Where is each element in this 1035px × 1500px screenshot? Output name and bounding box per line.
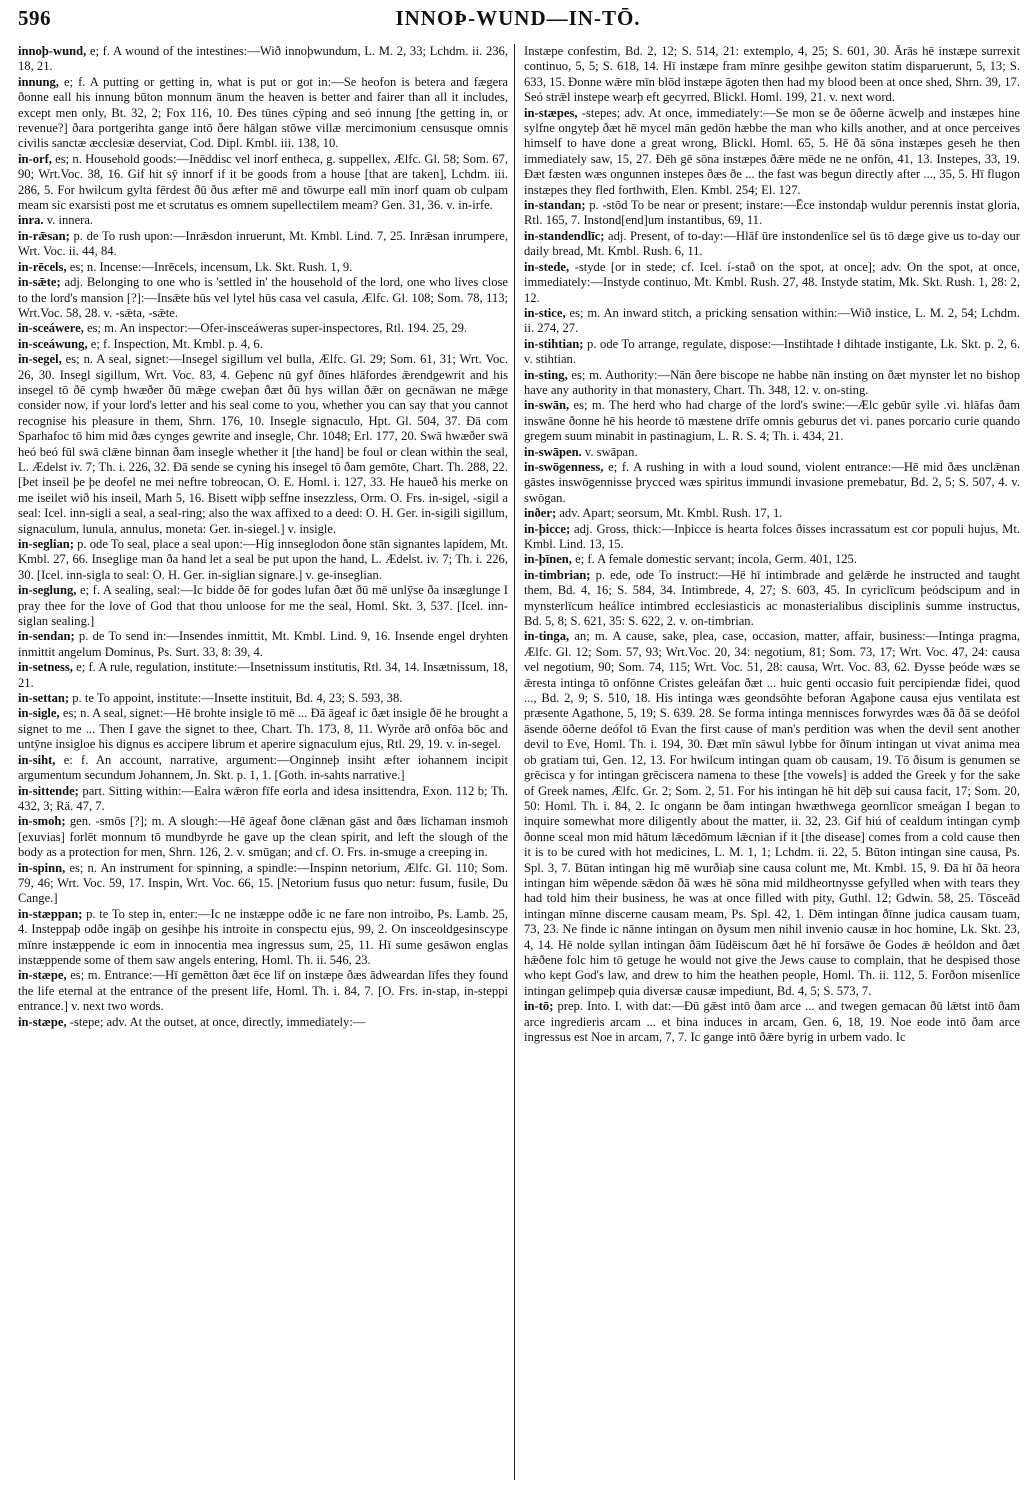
entry-headword: in-setness, bbox=[18, 660, 73, 675]
entry-definition: es; m. An inward stitch, a pricking sensation within:—Wið instice, L. M. 2, 54; Lchdm. ii. 274, 27. bbox=[524, 305, 1020, 336]
entry-definition: e; f. Inspection, Mt. Kmbl. p. 4, 6. bbox=[87, 336, 263, 351]
entry-headword: in-sendan; bbox=[18, 629, 75, 644]
entry-headword: in-smoh; bbox=[18, 814, 66, 829]
dictionary-entry bbox=[18, 352, 508, 537]
dictionary-entry bbox=[524, 445, 1020, 460]
entry-headword: in-segel, bbox=[18, 352, 62, 367]
entry-definition: e; f. A female domestic servant; incola, Germ. 401, 125. bbox=[571, 552, 857, 567]
entry-definition: prep. Into. I. with dat:—Ðū gǣst intō ðam arce ... and twegen gemacan ðū lǣtst intō ðam arce ingredieris arcam ... et bina induces in arcam, Gen. 6, 18, 19. Noe eode intō ðam arce ingressus est Noe in arcam, 7, 7. Ic gange intō ðǣre byrig in urbem vado. Ic bbox=[524, 999, 1020, 1044]
entry-headword: in-sǣte; bbox=[18, 275, 61, 290]
entry-headword: innoþ-wund, bbox=[18, 44, 87, 58]
entry-definition: es; n. An instrument for spinning, a spindle:—Inspinn netorium, Ælfc. Gl. 110; Som. 79, 46; Wrt. Voc. 59, 17. Inspin, Wrt. Voc. 66, 15. [Netorium fusus quo netur: fusum, fusile, Du Cange.] bbox=[18, 860, 508, 906]
entry-definition: p. ode To arrange, regulate, dispose:—Instihtade ɫ dihtade instigante, Lk. Skt. p. 2, 6. v. stihtian. bbox=[524, 336, 1020, 367]
dictionary-entry bbox=[18, 152, 508, 214]
dictionary-entry bbox=[524, 229, 1020, 260]
dictionary-entry bbox=[18, 753, 508, 784]
entry-headword: in-stæpe, bbox=[18, 1014, 67, 1029]
entry-headword: in-tinga, bbox=[524, 629, 570, 644]
dictionary-entry bbox=[18, 814, 508, 860]
entry-definition: es; m. An inspector:—Ofer-insceáweras super-inspectores, Rtl. 194. 25, 29. bbox=[83, 321, 468, 336]
page-number: 596 bbox=[18, 6, 51, 30]
entry-headword: in-stice, bbox=[524, 305, 566, 320]
entry-headword: in-swān, bbox=[524, 398, 570, 413]
entry-headword: in-standan; bbox=[524, 198, 586, 213]
dictionary-entry bbox=[524, 629, 1020, 999]
entry-definition: es; n. Household goods:—Inēddisc vel inorf entheca, g. suppellex, Ælfc. Gl. 58; Som. 67, 90; Wrt.Voc. 38, 16. Gif hit sȳ innorf if it be goods from a house [that are taken], Lchdm. iii. 286, 5. For hwilcum gylta fērdest ðū ðus æfter mē and tōwurpe eall mīn inorf quam ob culpam meam sic exarsisti post me et scrutatus es omnem supellectilem meam? Gen. 31, 36. v. in-irfe. bbox=[18, 151, 508, 213]
entry-definition: es; m. Authority:—Nān ðere biscope ne habbe nān insting on ðæt mynster let no bishop have any authority in that monastery, Chart. Th. 348, 12. v. on-sting. bbox=[524, 367, 1020, 397]
entry-headword: in-stæpes, bbox=[524, 105, 578, 120]
entry-definition: p. de To send in:—Insendes inmittit, Mt. Kmbl. Lind. 9, 16. Insende engel dryhten inmittit angelum Dominus, Ps. Surt. 33, 8: 39, 4. bbox=[18, 629, 508, 659]
entry-definition: e; f. A sealing, seal:—Ic bidde ðē for godes lufan ðæt ðū mē unlȳse ða insæglunge I pray thee for the love of God that thou unloose for me the seal, Homl. Skt. 3, 537. [Icel. inn-siglan sealing.] bbox=[18, 583, 508, 629]
entry-definition: -stepes; adv. At once, immediately:—Se mon se ðe ōðerne ācwelþ and instæpes hine sylfne ongyteþ ðæt hē mycel mān gedōn hæbbe the man who kills another, and at once perceives himself to have done a great wrong, Blickl. Homl. 65, 5. Hē ðā sōna instæpes geseh he then immediately saw, 15, 27. Ðēh gē sōna instæpes ðǣre mēde ne ne onfōn, 41, 13. Instepes, 33, 19. Ðæt fæsten wæs ongunnen instepes ðæs ðe ... the fast was begun directly after ..., 35, 5. Hī flugon instæpes they fled forthwith, Elen. Kmbl. 254; El. 127. bbox=[524, 105, 1020, 197]
entry-headword: in-tō; bbox=[524, 999, 554, 1014]
dictionary-entry bbox=[18, 1015, 508, 1030]
entry-definition: adv. Apart; seorsum, Mt. Kmbl. Rush. 17, 1. bbox=[556, 506, 783, 521]
entry-definition: Instæpe confestim, Bd. 2, 12; S. 514, 21: extemplo, 4, 25; S. 601, 30. Ārās hē instæpe surrexit continuo, 5, 5; S. 618, 14. Hī instæpe fram mīnre gesihþe gewiton statim disparuerunt, 5, 13; S. 633, 15. Ðonne wǣre mīn blōd instæpe āgoten then had my blood been at once shed, Shrn. 39, 17. Seó strǣl instepe wearþ eft gecyrred, Blickl. Homl. 199, 21. v. next word. bbox=[524, 44, 1020, 105]
entry-headword: in-spinn, bbox=[18, 860, 66, 875]
entry-headword: in-stæppan; bbox=[18, 906, 83, 921]
entry-headword: in-settan; bbox=[18, 691, 70, 706]
dictionary-entry bbox=[18, 784, 508, 815]
entry-definition: es; n. A seal, signet:—Insegel sigillum vel bulla, Ælfc. Gl. 29; Som. 61, 31; Wrt. Voc. 26, 30. Insegl sigillum, Wrt. Voc. 83, 4. Geþenc nū gyf ðīnes hlāfordes ǣrendgewrit and his insegel tō ðē cymþ hwæðer ðū mǣge cweþan ðæt ðū hys willan ðǣr on gecnāwan ne mǣge consider now, if your lord's letter and his seal come to you, whether you can say that you cannot recognise his pleasure in them, Shrn. 176, 10. Insegle signaculo, Hpt. Gl. 504, 37. Ðā com Sparhafoc tō him mid ðæs cynges gewrite and insegle, Chr. 1048; Erl. 177, 20. Swā hwæðer swā heó beó fūl swā clǣne binnan ðam insegle whether it [the hand] be foul or clean within the seal, L. Ædelst iv. 7; Th. i. 226, 32. Ðā sende se cyning his insegel tō ðam gemōte, Chart. Th. 288, 22. [Þet inseil þe þe deofel ne mei neftre tobreocan, O. E. Homl. i. 127, 33. He haueð his merke on me iseilet wið his inseil, Marh 5, 16. Bisett wiþþ seffne insezzless, Orm. O. Frs. in-sigel, -sigil a seal: Icel. inn-sigli a seal, a seal-ring; also the wax affixed to a deed: O. H. Ger. in-sigili sigillum, signaculum, lunula, annulus, moneta: Ger. in-siegel.] v. insigle. bbox=[18, 352, 508, 536]
entry-definition: e: f. An account, narrative, argument:—Onginneþ insiht æfter iohannem incipit argumentum secundum Johannem, Jn. Skt. p. 1, 1. [Goth. in-sahts narrative.] bbox=[18, 752, 508, 783]
dictionary-entry bbox=[524, 999, 1020, 1045]
dictionary-entry bbox=[524, 460, 1020, 506]
dictionary-entry bbox=[18, 337, 508, 352]
entry-definition: adj. Present, of to-day:—Hlāf ūre instondenlīce sel ūs tō dæge give us to-day our daily bread, Mt. Kmbl. Rush. 6, 11. bbox=[524, 228, 1020, 259]
dictionary-entry bbox=[18, 660, 508, 691]
entry-headword: in-swōgenness, bbox=[524, 459, 604, 474]
entry-definition: p. ede, ode To instruct:—Hē hī intimbrade and gelǣrde he instructed and taught them, Bd. 4, 16; S. 584, 34. Intimbrede, 4, 27; S. 603, 45. In cyriclīcum þeódscipum and in mynsterlīcum heálīce intimbred ecclesiasticis ac monasterialibus disciplinis summe instructus, Bd. 5, 8; S. 621, 35: S. 622, 2. v. on-timbrian. bbox=[524, 567, 1020, 629]
dictionary-entry bbox=[18, 260, 508, 275]
dictionary-entry bbox=[18, 583, 508, 629]
dictionary-entry bbox=[524, 522, 1020, 553]
entry-headword: in-rēcels, bbox=[18, 259, 67, 274]
entry-headword: in-stede, bbox=[524, 259, 570, 274]
dictionary-entry bbox=[18, 691, 508, 706]
entry-definition: p. ode To seal, place a seal upon:—Hig innseglodon ðone stān signantes lapidem, Mt. Kmbl. 27, 66. Inseglige man ða hand let a seal be put upon the hand, L. Ædelst. iv. 7; Th. i. 226, 30. [Icel. inn-sigla to seal: O. H. Ger. in-siglian signare.] v. ge-inseglian. bbox=[18, 537, 508, 582]
dictionary-entry bbox=[524, 306, 1020, 337]
entry-headword: in-sceáwere, bbox=[18, 321, 84, 336]
entry-definition: e; f. A putting or getting in, what is put or got in:—Se heofon is betera and fægera ðonne eall his innung būton monnum ānum the heaven is better and fairer than all it includes, except men only, Bt. 32, 2; Fox 116, 10. Ðes tūnes cȳping and seó innung [the getting in, or revenue?] ðara portgerihta gange intō ðere hālgan stōwe villæ mercimonium censusque omnis civilis sanctæ æcclesiæ deserviat, Cod. Dipl. Kmbl. iii. 138, 10. bbox=[18, 74, 508, 151]
entry-headword: in-orf, bbox=[18, 151, 52, 166]
entry-definition: v. innera. bbox=[43, 213, 94, 228]
entry-definition: -stepe; adv. At the outset, at once, directly, immediately:— bbox=[66, 1014, 366, 1029]
column-divider bbox=[514, 44, 515, 1480]
left-column bbox=[18, 44, 508, 1492]
dictionary-entry bbox=[18, 75, 508, 152]
entry-definition: es; n. Incense:—Inrēcels, incensum, Lk. Skt. Rush. 1, 9. bbox=[66, 259, 353, 274]
dictionary-entry bbox=[18, 275, 508, 321]
entry-definition: adj. Gross, thick:—Inþicce is hearta folces ðisses incrassatum est cor populi hujus, Mt. Kmbl. Lind. 13, 15. bbox=[524, 521, 1020, 551]
entry-headword: in-standendlīc; bbox=[524, 228, 605, 243]
dictionary-entry bbox=[524, 44, 1020, 106]
entry-headword: in-swāpen. bbox=[524, 444, 582, 459]
dictionary-entry bbox=[524, 398, 1020, 444]
entry-definition: p. -stōd To be near or present; instare:—Ēce instondaþ wuldur perennis instat gloria, Rtl. 165, 7. Instond[end]um instantibus, 69, 11. bbox=[524, 198, 1020, 228]
dictionary-entry bbox=[18, 229, 508, 260]
entry-headword: in-stihtian; bbox=[524, 336, 584, 351]
entry-definition: e; f. A rushing in with a loud sound, violent entrance:—Hē mid ðæs unclǣnan gāstes inswōgennisse þrycced wæs spiritus immundi invasione premebatur, Bd. 2, 5; S. 507, 4. v. swōgan. bbox=[524, 459, 1020, 505]
dictionary-entry bbox=[524, 337, 1020, 368]
entry-headword: in-sting, bbox=[524, 367, 568, 382]
entry-headword: in-seglung, bbox=[18, 583, 77, 598]
entry-definition: p. de To rush upon:—Inrǣsdon inruerunt, Mt. Kmbl. Lind. 7, 25. Inrǣsan inrumpere, Wrt. Voc. ii. 44, 84. bbox=[18, 228, 508, 259]
dictionary-entry bbox=[524, 260, 1020, 306]
entry-headword: innung, bbox=[18, 74, 59, 89]
entry-definition: an; m. A cause, sake, plea, case, occasion, matter, affair, business:—Intinga pragma, Ælfc. Gl. 12; Som. 57, 93; Wrt.Voc. 20, 34: negotium, 81; Som. 73, 17; Wrt. Voc. 47, 24: causa vel negotium, 90; Som. 74, 115; Wrt. Voc. 51, 28: causa, Wrt. Voc. 83, 62. Ðysse þeóde wæs se ǣresta intinga tō onfōnne Cristes geleáfan ðæt ... huic genti occasio fuit percipiendæ fidei, quod ..., Bd. 2, 9; S. 510, 18. His intinga wæs geondsōhte beforan Agaþone causa ejus ventilata est præsente Agathone, 5, 19; S. 639. 28. Se forma intinga mennisces forwyrdes wæs ðā ðā se deófol āsende ōðerne deófol tō Evan the first cause of man's perdition was when the devil sent another devil to Eve, Homl. Th. i. 194, 30. Ðæt mīn sāwul lybbe for ðīnum intingan ut vivat anima mea ob gratiam tui, Gen. 12, 13. For hwilcum intingan quam ob causam, 19. Tō ðisum is genumen se grēcisca y for intingan grēciscera namena to these [the vowels] is added the Greek y for the sake of Greek names, Ælfc. Gr. 2; Som. 2, 51. For his intingan hē hit dēþ sui causa facit, 17; Som. 20, 50: Homl. Th. i. 84, 2. Ic ongann be ðam intingan hwæthwega geornlīcor smeágan I began to inquire somewhat more diligently about the matter, ii. 32, 23. Gif hiú of cealdum intingan cymþ ðonne sceal mon mid hātum lǣcedōmum lǣcnian if it [the disease] comes from a cold cause then it is to be cured with hot medicines, L. M. 1, 1; Lchdm. ii. 22, 5. Būton intingan sine causa, Ps. Spl. 3, 7. Būtan intingan hig mē wurðiaþ sine causa colunt me, Mt. Kmbl. 15, 9. Ðā hī ðā heora intingan him wēpende sǣdon ðā wæs hē sōna mid mildheortnysse gefylled when with tears they had told him their business, he was at once filled with pity, Guthl. 12; Gdwin. 58, 25. Tōsceād intingan mīnne discerne causam meam, Ps. Spl. 42, 1. Dēm intingan ðīnne judica causam tuam, 73, 23. Ne finde ic nānne intingan on ðysum men nihil invenio causæ in hoc homine, Lk. Skt. 23, 4, 14. Hē nolde syllan intingan ðām Iūdēiscum ðæt hē hī forsāwe ðe Godes ǣ heóldon and ðæt hǣðene folc him tō getuge he would not give the Jews cause to complain, that he despised those who kept God's law, and drew to him the heathen people, Homl. Th. ii. 112, 5. Forðon misenlīce intingan gelimpeþ quia diversæ causæ impediunt, Bd. 4, 5; S. 573, 7. bbox=[524, 629, 1020, 998]
entry-definition: es; m. The herd who had charge of the lord's swine:—Ælc gebūr sylle .vi. hlāfas ðam inswāne ðonne hē his heorde tō mæstene drīfe omnis geburus det vi. panes porcario curie quando gregem suum minabit in pastinagium, L. R. S. 4; Th. i. 434, 21. bbox=[524, 398, 1020, 444]
dictionary-entry bbox=[18, 321, 508, 336]
entry-definition: gen. -smōs [?]; m. A slough:—Hē āgeaf ðone clǣnan gāst and ðæs līchaman insmoh [exuvias] forlēt monnum tō mundbyrde he gave up the clean spirit, and left the slough of the body as a protection for men, Shrn. 126, 2. v. smūgan; and cf. O. Frs. in-smuge a creeping in. bbox=[18, 814, 508, 860]
entry-headword: inðer; bbox=[524, 506, 557, 521]
running-head: INNOÞ-WUND—IN-TŌ. bbox=[395, 6, 641, 30]
entry-definition: p. te To step in, enter:—Ic ne instæppe odðe ic ne fare non introibo, Ps. Lamb. 25, 4. Insteppaþ odðe ingāþ on gesihþe his introite in conspectu ejus, 99, 2. On insceoldgesinscype mīnre instæppende ic eom in innocentia mea ingressus sum, 25, 11. Hī sume gesāwon englas instæppende some of them saw angels entering, Homl. Th. ii. 546, 23. bbox=[18, 906, 508, 967]
dictionary-entry bbox=[524, 568, 1020, 630]
entry-headword: in-timbrian; bbox=[524, 567, 591, 582]
entry-headword: in-seglian; bbox=[18, 537, 74, 551]
entry-definition: es; m. Entrance:—Hī gemētton ðæt ēce līf on instæpe ðæs ādweardan līfes they found the life eternal at the entrance of the present life, Homl. Th. i. 84, 7. [O. Frs. in-stap, in-steppi entrance.] v. next two words. bbox=[18, 968, 508, 1014]
entry-headword: in-rǣsan; bbox=[18, 228, 70, 243]
entry-definition: adj. Belonging to one who is 'settled in' the household of the lord, one who lives close to the lord's mansion [?]:—Insǣte hūs vel lytel hūs casa vel casula, Ælfc. Gl. 108; Som. 78, 113; Wrt.Voc. 58, 28. v. -sǣta, -sǣte. bbox=[18, 275, 508, 320]
entry-headword: in-siht, bbox=[18, 752, 56, 767]
dictionary-entry bbox=[524, 506, 1020, 521]
dictionary-entry bbox=[18, 968, 508, 1014]
dictionary-entry bbox=[18, 706, 508, 752]
entry-definition: e; f. A wound of the intestines:—Wið innoþwundum, L. M. 2, 33; Lchdm. ii. 236, 18, 21. bbox=[18, 44, 508, 74]
entry-definition: p. te To appoint, institute:—Insette instituit, Bd. 4, 23; S. 593, 38. bbox=[69, 691, 403, 706]
right-column bbox=[524, 44, 1020, 1492]
entry-headword: in-þīnen, bbox=[524, 552, 572, 567]
entry-definition: es; n. A seal, signet:—Hē brohte insigle tō mē ... Ðā āgeaf ic ðæt insigle ðē he brought a signet to me ... Then I gave the signet to thee, Chart. Th. 173, 8, 11. Wyrðe arð onfōa bōc and untȳne insigloe his dignus es accipere librum et aperire signaculum ejus, Rtl. 29, 19. v. in-segel. bbox=[18, 706, 508, 752]
entry-definition: v. swāpan. bbox=[581, 444, 638, 459]
dictionary-entry bbox=[18, 213, 508, 228]
dictionary-entry bbox=[18, 44, 508, 75]
entry-headword: in-sigle, bbox=[18, 706, 60, 721]
entry-headword: inra. bbox=[18, 213, 44, 228]
dictionary-entry bbox=[524, 368, 1020, 399]
page-header bbox=[18, 6, 1018, 40]
entry-definition: e; f. A rule, regulation, institute:—Insetnissum institutis, Rtl. 34, 14. Insætnissum, 18, 21. bbox=[18, 660, 508, 690]
dictionary-entry bbox=[18, 537, 508, 583]
entry-headword: in-stæpe, bbox=[18, 968, 67, 983]
dictionary-entry bbox=[524, 198, 1020, 229]
dictionary-entry bbox=[18, 861, 508, 907]
entry-headword: in-sceáwung, bbox=[18, 336, 88, 351]
entry-headword: in-sittende; bbox=[18, 783, 79, 798]
entry-definition: -styde [or in stede; cf. Icel. í-stað on the spot, at once]; adv. On the spot, at once, immediately:—Instyde continuo, Mt. Kmbl. Rush. 27, 48. Instyde statim, Mk. Skt. Rush. 1, 28: 2, 12. bbox=[524, 259, 1020, 305]
dictionary-entry bbox=[18, 629, 508, 660]
dictionary-entry bbox=[524, 552, 1020, 567]
dictionary-entry bbox=[18, 907, 508, 969]
entry-definition: part. Sitting within:—Ealra wǣron fīfe eorla and idesa insittendra, Exon. 112 b; Th. 432, 3; Rä. 47, 7. bbox=[18, 783, 508, 813]
entry-headword: in-þicce; bbox=[524, 521, 571, 536]
dictionary-entry bbox=[524, 106, 1020, 198]
